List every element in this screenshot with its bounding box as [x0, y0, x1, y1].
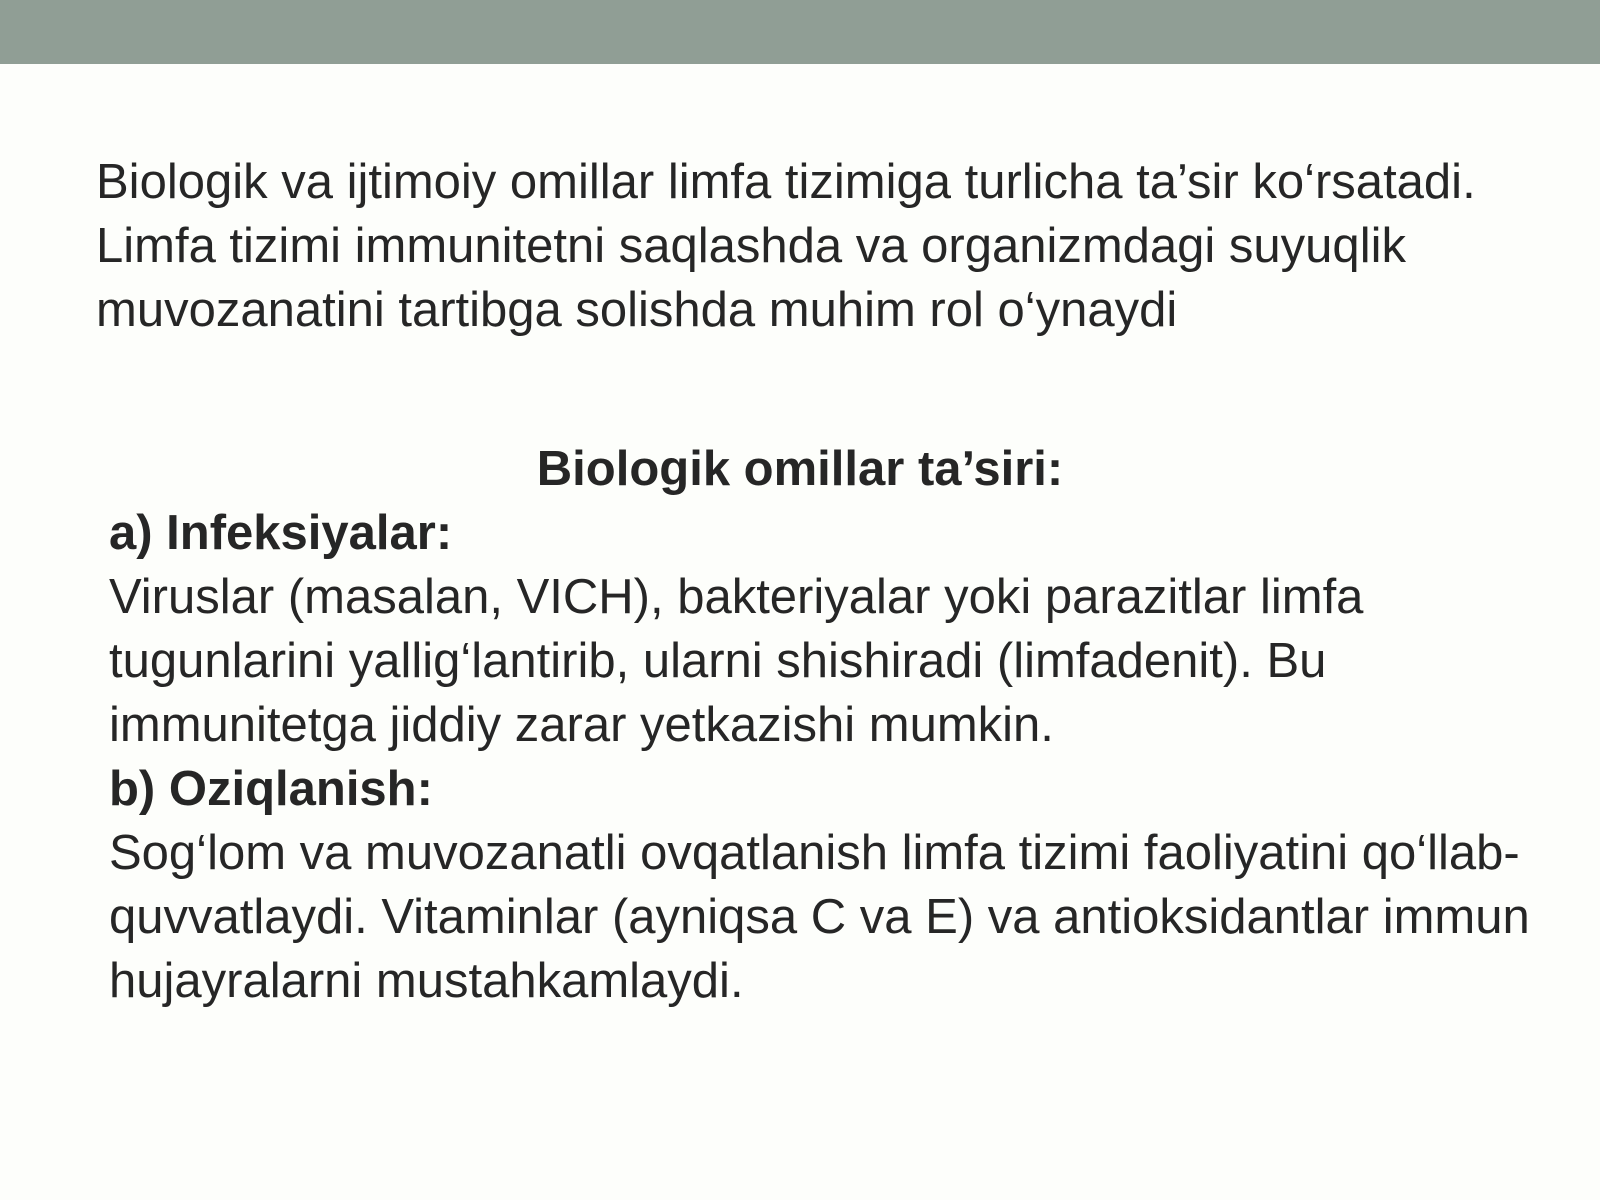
content-body	[109, 501, 1569, 1013]
paragraph-infections: Viruslar (masalan, VICH), bakteriyalar yoki parazitlar limfa tugunlarini yallig‘lantirib, ularni shishiradi (limfadenit). Bu immunitetga jiddiy zarar yetkazishi mumkin.	[109, 570, 1364, 752]
paragraph-nutrition: Sog‘lom va muvozanatli ovqatlanish limfa tizimi faoliyatini qo‘llab-quvvatlaydi. Vitaminlar (ayniqsa C va E) va antioksidantlar immun hujayralarni mustahkamlaydi.	[109, 826, 1530, 1008]
section-heading: Biologik omillar ta’siri:	[536, 442, 1064, 496]
subheading-infections: a) Infeksiyalar:	[109, 506, 453, 560]
subheading-nutrition: b) Oziqlanish:	[109, 762, 433, 816]
intro-paragraph: Biologik va ijtimoiy omillar limfa tizimiga turlicha ta’sir ko‘rsatadi. Limfa tizimi immunitetni saqlashda va organizmdagi suyuqlik muvozanatini tartibga solishda muhim rol o‘ynaydi	[96, 155, 1476, 337]
top-bar	[0, 0, 1600, 64]
